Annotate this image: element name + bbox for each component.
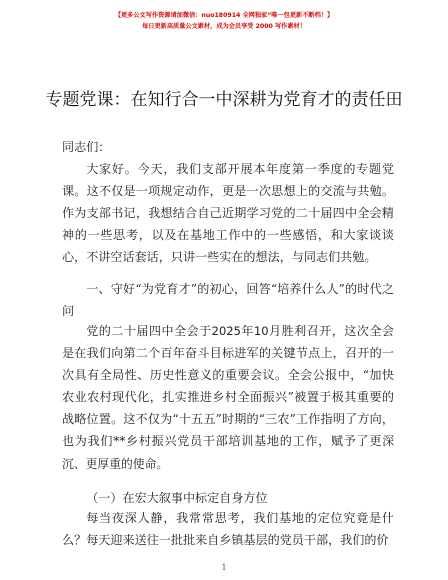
paragraph-2-part-2: 年 [240, 324, 254, 338]
paragraph-2-month: 10 [253, 324, 269, 338]
subsection-heading-1 [62, 487, 394, 509]
paragraph-1 [62, 158, 394, 268]
section-heading-1 [62, 278, 394, 322]
header-promo-line-2: 每日更新高质量公文素材，成为会员享受 2000 写作素材！ [142, 23, 306, 30]
section-heading-1-text: 一、守好“为党育才”的初心，回答“培养什么人”的时代之问 [62, 282, 394, 319]
paragraph-2-year: 2025 [211, 324, 241, 338]
paragraph-1-text: 大家好。今天，我们支部开展本年度第一季度的专题党课。这不仅是一项规定动作，更是一次思想上的交流与共勉。作为支部书记，我想结合自己近期学习党的二十届四中全会精神的一些思考，以及在基地工作中的一些感悟，和大家谈谈心，不讲空话套话，只讲一些实在的想法，与同志们共勉。 [62, 162, 394, 265]
paragraph-3-text: 每当夜深人静，我常常思考，我们基地的定位究竟是什么？每天迎来送往一批批来自乡镇基层的党员干部，我们的价 [62, 511, 394, 548]
greeting-text: 同志们： [62, 140, 111, 154]
paragraph-2-part-3: 月胜利召开，这次全会是在我们向第二个百年奋斗目标进军的关键节点上，召开的一次具有全局性、历史性意义的重要会议。全会公报中，“加快农业农村现代化，扎实推进乡村全面振兴”被置于极其重要的战略位置。这不仅为“十五五”时期的“三农”工作指明了方向，也为我们**乡村振兴党员干部培训基地的工作，赋予了更 [62, 324, 394, 449]
greeting [62, 136, 394, 158]
subsection-heading-1-text: （一）在宏大叙事中标定自身方位 [86, 491, 268, 505]
paragraph-2-part-1: 党的二十届四中全会于 [86, 324, 212, 338]
paragraph-2 [62, 320, 394, 475]
document-title: 专题党课：在知行合一中深耕为党育才的责任田 [45, 90, 403, 110]
paragraph-3 [62, 507, 394, 551]
paragraph-2-part-4: 深沉、更厚重的使命。 [62, 434, 394, 471]
paragraph-2-text [62, 320, 394, 475]
header-promo-line-1: 【更多公文写作资源请加微信：nuo180914 全网独家“唯一包更新不断档！】 [114, 12, 334, 19]
page-number: 1 [221, 563, 227, 572]
